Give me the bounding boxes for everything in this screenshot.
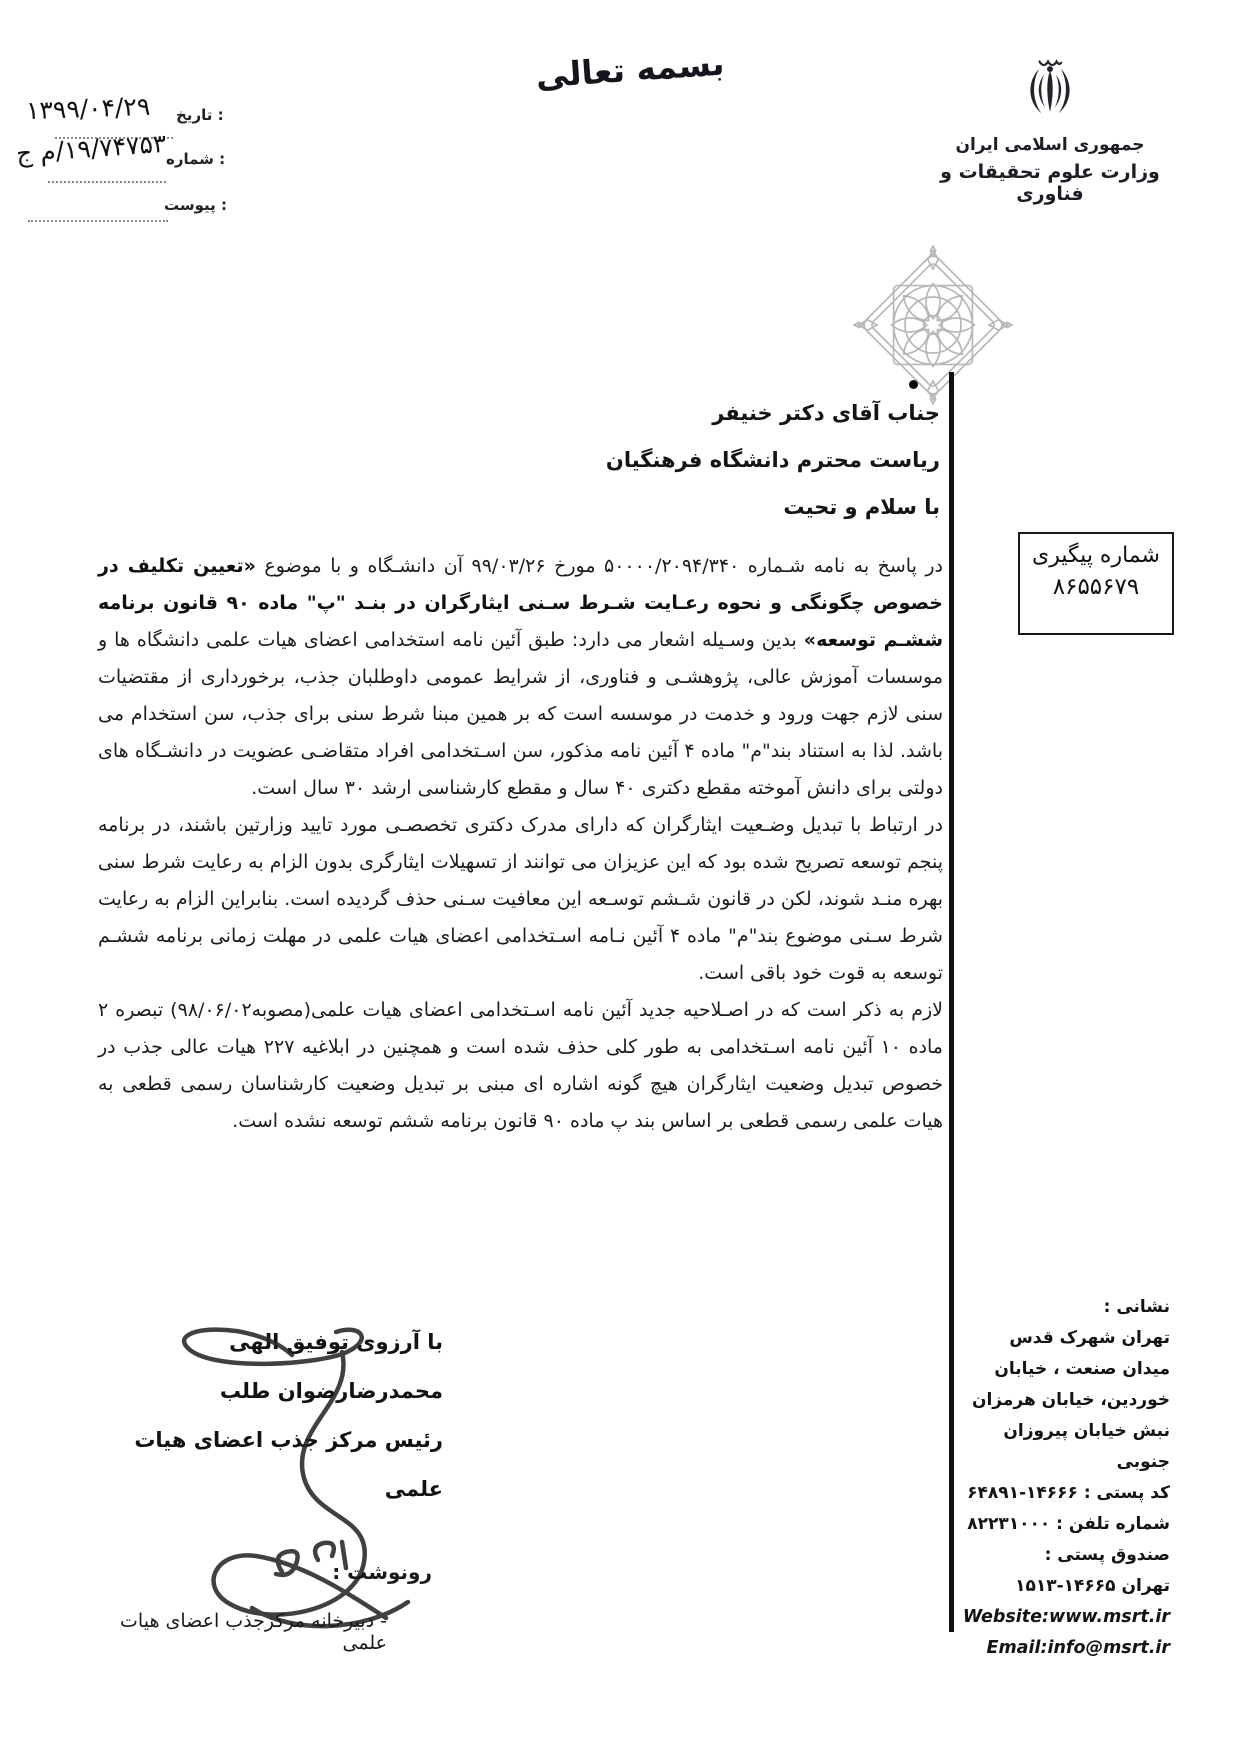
address-line-4: نبش خیابان پیروزان جنوبی (1003, 1421, 1170, 1472)
recipient-block (560, 390, 940, 531)
recipient-title: ریاست محترم دانشگاه فرهنگیان (605, 448, 940, 472)
postal-code: کد پستی : ۱۴۶۶۶-۶۴۸۹۱ (967, 1483, 1170, 1503)
date-value: ۱۳۹۹/۰۴/۲۹ (25, 91, 151, 126)
website-url: Website:www.msrt.ir (962, 1607, 1170, 1627)
tracking-label: شماره پیگیری (1032, 543, 1160, 568)
cc-label: رونوشت : (332, 1560, 432, 1584)
signatory-name: محمدرضارضوان طلب (219, 1379, 443, 1403)
ministry-title: وزارت علوم تحقیقات و فناوری (940, 161, 1160, 205)
iran-emblem-icon (1017, 55, 1083, 127)
signature-prayer: با آرزوی توفیق الهی (229, 1330, 443, 1354)
address-line-3: خوردین، خیابان هرمزان (971, 1390, 1170, 1410)
number-dotted-line (48, 180, 166, 183)
date-label: تاریخ : (176, 106, 224, 124)
recipient-name: جناب آقای دکتر خنیفر (712, 401, 940, 425)
attachment-label: پیوست : (164, 196, 228, 214)
email-address: Email:info@msrt.ir (986, 1638, 1170, 1658)
letterhead-right (920, 55, 1180, 205)
signatory-title: رئیس مرکز جذب اعضای هیات علمی (134, 1428, 443, 1501)
pobox-label: صندوق پستی : (1044, 1545, 1170, 1565)
body-p1-post: بدین وسـیله اشعار می دارد: طبق آئین نامه استخدامی اعضای هیات علمی دانشگاه ها و موسسات آموزش عالی، پژوهشـی و فناوری، از شرایط عمومی داوطلبان جذب، برخورداری از مقتضیات سنی لازم جهت ورود و خدمت در موسسه است که بر همین مبنا شرط سنی برای جذب، سن استخدام می باشد. لذا به استناد بند"م" ماده ۴ آئین نامه مذکور، سن اسـتخدامی افراد متقاضـی عضویت در دانشـگاه های دولتی برای دانش آموخته مقطع دکتری ۴۰ سال و مقطع کارشناسی ارشد ۳۰ سال است. (98, 629, 943, 799)
body-paragraph-3: لازم به ذکر است که در اصـلاحیه جدید آئین نامه اسـتخدامی اعضای هیات علمی(مصوبه۹۸/۰۶/۰۲) تبصره ۲ ماده ۱۰ آئین نامه اسـتخدامی به طور کلی حذف شده است و همچنین در ابلاغیه ۲۲۷ هیات عالی جذب در خصوص تبدیل وضعیت ایثارگران هیچ گونه اشاره ای مبنی بر تبدیل وضعیت کارشناسان رسمی قطعی به هیات علمی رسمی قطعی بر اساس بند پ ماده ۹۰ قانون برنامه ششم توسعه نشده است. (98, 999, 944, 1132)
attachment-dotted-line (28, 219, 168, 222)
tracking-number-box (1018, 532, 1174, 635)
letter-body (98, 548, 943, 1140)
phone-number: شماره تلفن : ۸۲۲۳۱۰۰۰ (967, 1514, 1170, 1534)
body-paragraph-2: در ارتباط با تبدیل وضـعیت ایثارگران که دارای مدرک دکتری تخصصـی مورد تایید وزارتین باشند، در برنامه پنجم توسعه تصریح شده بود که این عزیزان می توانند از تسهیلات ایثارگری بدون الزام به رعایت شرط سنی بهره منـد شوند، لکن در قانون شـشم توسـعه این معافیت سـنی حذف گردیده است. بنابراین الزام به رعایت شرط سـنی موضوع بند"م" ماده ۴ آئین نـامه اسـتخدامی اعضای هیات علمی در مهلت زمانی برنامه ششـم توسعه به قوت خود باقی است. (98, 814, 943, 984)
salutation: با سلام و تحیت (783, 495, 940, 519)
bullet-dot (909, 380, 918, 389)
address-line-2: میدان صنعت ، خیابان (994, 1359, 1170, 1379)
body-paragraph-1 (98, 548, 943, 807)
body-p1-subject: «تعیین تکلیف در خصوص چگونگی و نحوه رعـایت شـرط سـنی ایثارگران در بنـد "پ" ماده ۹۰ قانون برنامه ششـم توسعه» (98, 555, 944, 651)
address-line-1: تهران شهرک قدس (1009, 1328, 1170, 1348)
address-label: نشانی : (1103, 1297, 1170, 1317)
republic-title: جمهوری اسلامی ایران (955, 135, 1145, 155)
bismillah-calligraphy: بسمه تعالی (534, 43, 726, 96)
arabesque-ornament (850, 240, 1016, 410)
cc-item: - دبیرخانه مرکزجذب اعضای هیات علمی (120, 1610, 387, 1654)
body-p1-pre: در پاسخ به نامه شـماره ۵۰۰۰۰/۲۰۹۴/۳۴۰ مورخ ۹۹/۰۳/۲۶ آن دانشـگاه و با موضوع (255, 555, 944, 577)
cc-block (76, 1560, 432, 1654)
signature-block (105, 1318, 443, 1514)
pobox-number: تهران ۱۴۶۶۵-۱۵۱۳ (1015, 1576, 1170, 1596)
contact-block (956, 1292, 1170, 1664)
number-value: ۱۹/۷۴۷۵۳/م ج (15, 128, 168, 169)
vertical-rule (949, 372, 954, 1632)
number-label: شماره : (166, 150, 226, 168)
tracking-number: ۸۶۵۵۶۷۹ (1052, 574, 1140, 600)
